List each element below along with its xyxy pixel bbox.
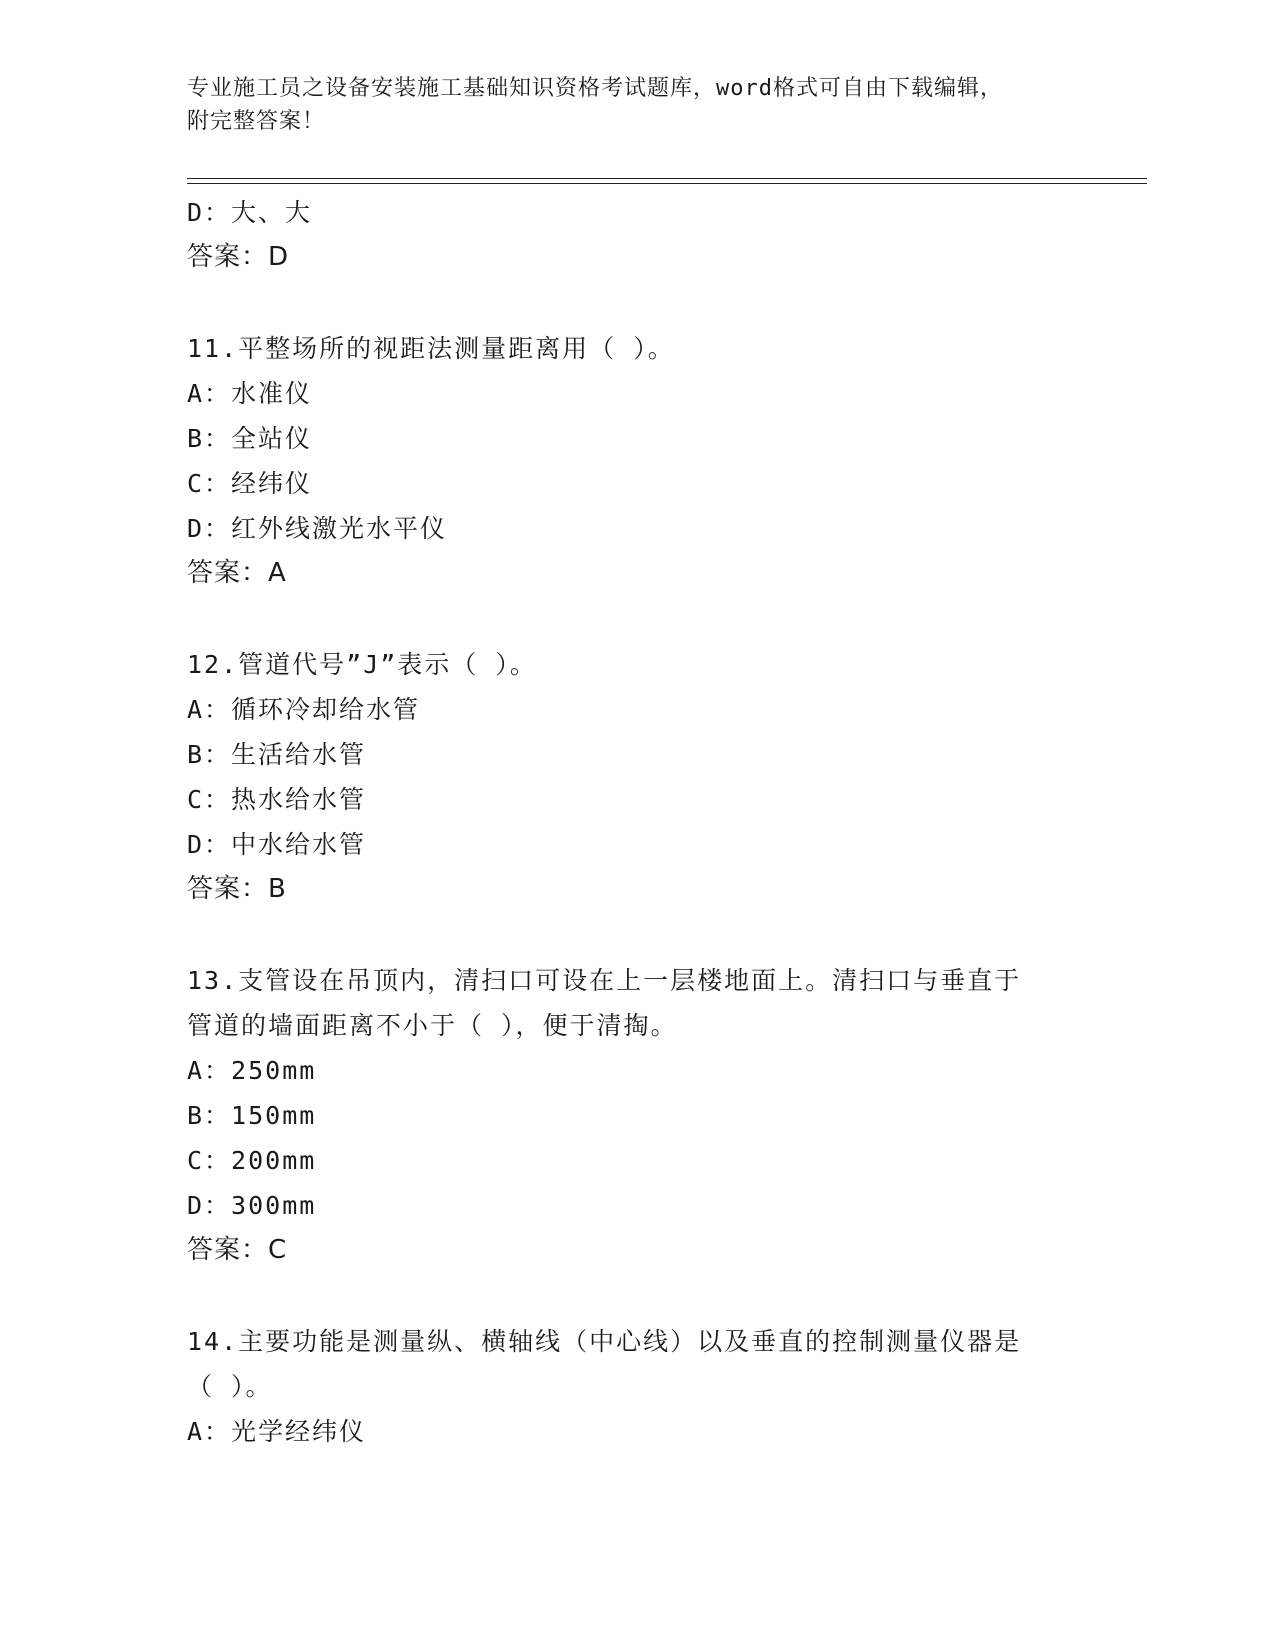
option-b: B：生活给水管 <box>187 740 367 769</box>
document-header <box>187 72 1087 138</box>
option-a: A：250mm <box>187 1056 317 1085</box>
question-block-prev <box>187 190 1087 280</box>
header-divider-top <box>187 178 1147 179</box>
option-b: B：150mm <box>187 1101 317 1130</box>
option-a: A：循环冷却给水管 <box>187 695 421 724</box>
answer: 答案：C <box>187 1235 288 1265</box>
question-text: 11.平整场所的视距法测量距离用（ ）。 <box>187 334 675 363</box>
question-block-13 <box>187 958 1087 1273</box>
header-divider-bottom <box>187 183 1147 184</box>
question-block-12 <box>187 642 1087 912</box>
question-block-11 <box>187 326 1087 596</box>
option-c: C：经纬仪 <box>187 469 313 498</box>
option-d: D：中水给水管 <box>187 830 367 859</box>
question-text-line-1: 14.主要功能是测量纵、横轴线（中心线）以及垂直的控制测量仪器是 <box>187 1327 1022 1356</box>
option-d: D：300mm <box>187 1191 317 1220</box>
answer: 答案：A <box>187 558 287 588</box>
option-d: D：红外线激光水平仪 <box>187 514 448 543</box>
question-text-line-1: 13.支管设在吊顶内，清扫口可设在上一层楼地面上。清扫口与垂直于 <box>187 966 1022 995</box>
question-text-line-2: 管道的墙面距离不小于（ ），便于清掏。 <box>187 1011 678 1040</box>
option-d: D：大、大 <box>187 198 313 227</box>
answer: 答案：D <box>187 242 290 272</box>
question-text-line-2: （ ）。 <box>187 1372 273 1401</box>
option-c: C：200mm <box>187 1146 317 1175</box>
option-a: A：水准仪 <box>187 379 313 408</box>
header-line-1: 专业施工员之设备安装施工基础知识资格考试题库，word格式可自由下载编辑， <box>187 76 1003 101</box>
option-a: A：光学经纬仪 <box>187 1417 367 1446</box>
header-line-2: 附完整答案！ <box>187 109 326 134</box>
option-c: C：热水给水管 <box>187 785 367 814</box>
question-block-14 <box>187 1319 1087 1454</box>
answer: 答案：B <box>187 874 287 904</box>
question-list <box>187 190 1087 1454</box>
question-text: 12.管道代号”J”表示（ ）。 <box>187 650 537 679</box>
option-b: B：全站仪 <box>187 424 313 453</box>
